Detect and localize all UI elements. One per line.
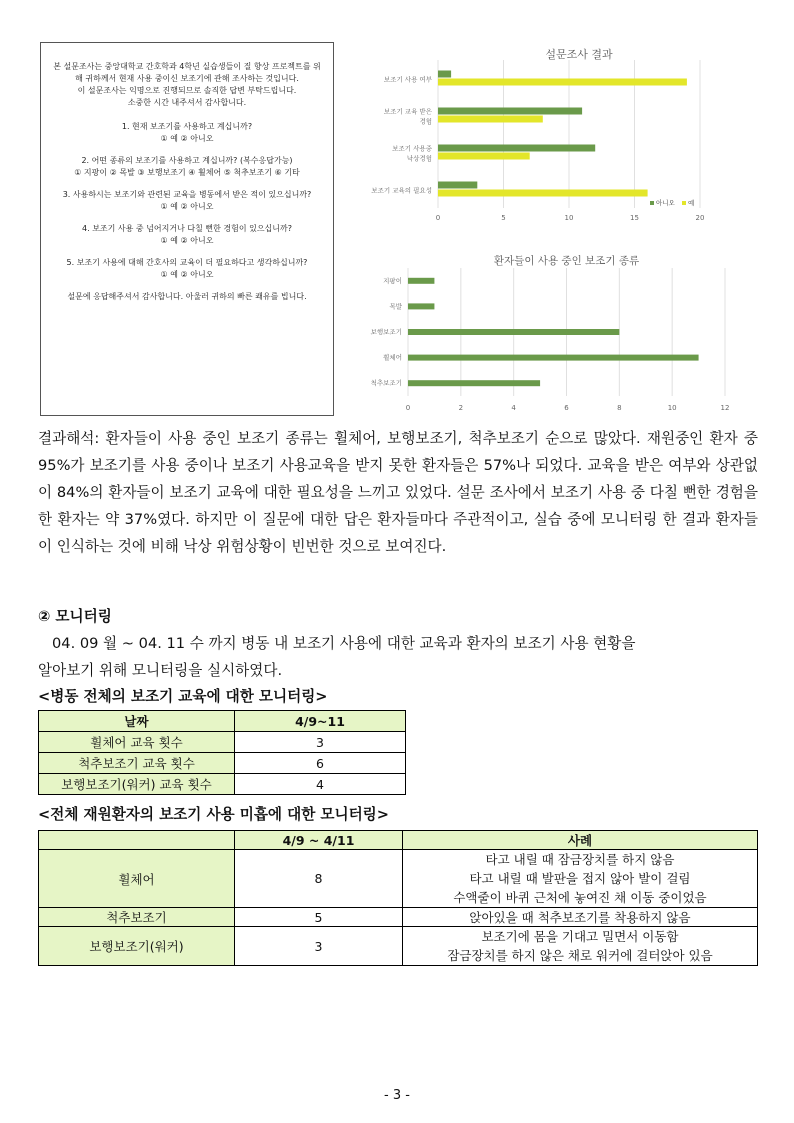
bar [438,182,477,189]
bar [408,329,619,335]
row-count: 3 [235,927,403,966]
survey-result-chart [350,40,730,235]
legend-swatch [682,201,686,205]
legend-swatch [650,201,654,205]
bar [408,303,434,309]
monitor-description-2: 알아보기 위해 모니터링을 실시하였다. [38,662,283,679]
tick-label: 20 [695,214,705,222]
table-row [39,774,406,795]
header-cases: 사례 [403,831,758,850]
category-label: 보조기 사용 여부 [383,75,432,84]
survey-question-4: 4. 보조기 사용 중 넘어지거나 다칠 뻔한 경험이 있으십니까? ① 예 ② 아니오 [82,224,292,245]
tick-label: 0 [435,214,441,222]
monitor-description-1: 04. 09 월 ~ 04. 11 수 까지 병동 내 보조기 사용에 대한 교육과 환자의 보조기 사용 현황을 [52,635,636,652]
category-label: 보행보조기 [370,328,402,336]
table-row [39,908,758,927]
bar [438,116,543,123]
legend-label: 예 [688,199,695,207]
tick-label: 15 [630,214,639,222]
tick-label: 0 [405,404,411,412]
device-type-chart-svg [350,252,730,417]
table-row [39,732,406,753]
table-header-row [39,711,406,732]
tick-label: 8 [617,404,622,412]
category-label: 보조기 교육 받은 [383,107,432,116]
table1-title: <병동 전체의 보조기 교육에 대한 모니터링> [38,688,328,705]
survey-closing: 설문에 응답해주셔서 감사합니다. 아울러 귀하의 빠른 쾌유를 빕니다. [67,292,307,301]
bar [438,145,595,152]
table-row [39,850,758,908]
category-label: 경험 [419,117,432,126]
bar [408,355,699,361]
survey-question-1: 1. 현재 보조기를 사용하고 계십니까? ① 예 ② 아니오 [121,122,253,143]
tick-label: 2 [458,404,464,412]
table-row [39,927,758,966]
page-number: - 3 - [384,1088,410,1103]
header-device [39,831,235,850]
bar [408,380,540,386]
row-count: 5 [235,908,403,927]
category-label: 지팡이 [383,276,402,285]
bar [438,79,687,86]
tick-label: 10 [667,404,677,412]
table-header-row [39,831,758,850]
category-label: 휠체어 [383,353,402,362]
row-label: 보행보조기(워커) [39,927,235,966]
legend-label: 아니오 [656,199,675,207]
tick-label: 6 [564,404,569,412]
header-date: 날짜 [39,711,235,732]
tick-label: 5 [501,214,506,222]
result-interpretation: 결과해석: 환자들이 사용 중인 보조기 종류는 휠체어, 보행보조기, 척추보조기 순으로 많았다. 재원중인 환자 중 95%가 보조기를 사용 중이나 보조기 사용교육을 받지 못한 환자들은 57%나 되었다. 교육을 받은 여부와 상관없이 84%의 환자들이 보조기 교육에 대한 필요성을 느끼고 있었다. 설문 조사에서 보조기 사용 중 다칠 뻔한 경험을 한 환자는 약 37%였다. 하지만 이 질문에 대한 답은 환자들마다 주관적이고, 실습 중에 모니터링 한 결과 환자들이 인식하는 것에 비해 낙상 위험상황이 빈번한 것으로 보여진다. [38,430,758,555]
survey-question-3: 3. 사용하시는 보조기와 관련된 교육을 병동에서 받은 적이 있으십니까? ① 예 ② 아니오 [62,190,312,211]
category-label: 보조기 교육의 필요성 [371,186,432,195]
row-count: 8 [235,850,403,908]
row-value: 6 [235,753,406,774]
education-table [38,710,406,795]
chart-title: 설문조사 결과 [545,48,613,61]
tick-label: 10 [564,214,574,222]
bar [408,278,434,284]
chart-title: 환자들이 사용 중인 보조기 종류 [493,255,640,267]
survey-intro: 본 설문조사는 중앙대학교 간호학과 4학년 실습생들이 질 향상 프로젝트를 위해 귀하께서 현재 사용 중이신 보조기에 관해 조사하는 것입니다. 이 설문조사는 익명으로 진행되므로 솔직한 답변 부탁드립니다. 소중한 시간 내주셔서 감사합니다. [53,62,321,107]
row-cases: 보조기에 몸을 기대고 밀면서 이동함 잠금장치를 하지 않은 채로 워커에 걸터앉아 있음 [403,927,758,966]
bar [438,108,582,115]
category-label: 보조기 사용중 [392,144,432,153]
row-label: 보행보조기(워커) 교육 횟수 [39,774,235,795]
row-cases: 앉아있을 때 척추보조기를 착용하지 않음 [403,908,758,927]
survey-form [40,42,334,416]
device-type-chart [350,252,730,417]
bar [438,190,648,197]
survey-result-chart-svg [350,40,730,235]
row-label: 척추보조기 교육 횟수 [39,753,235,774]
header-period: 4/9~11 [235,711,406,732]
bar [438,153,530,160]
header-period: 4/9 ~ 4/11 [235,831,403,850]
row-value: 4 [235,774,406,795]
row-cases: 타고 내릴 때 잠금장치를 하지 않음 타고 내릴 때 발판을 접지 않아 발이 걸림 수액줄이 바퀴 근처에 놓여진 채 이동 중이었음 [403,850,758,908]
tick-label: 12 [720,404,730,412]
row-label: 휠체어 [39,850,235,908]
category-label: 목발 [389,302,402,311]
row-label: 척추보조기 [39,908,235,927]
survey-question-2: 2. 어떤 종류의 보조기를 사용하고 계십니까? (복수응답가능) ① 지팡이 ② 목발 ③ 보행보조기 ④ 휠체어 ⑤ 척추보조기 ⑥ 기타 [74,156,300,177]
table2-title: <전체 재원환자의 보조기 사용 미흡에 대한 모니터링> [38,806,389,823]
category-label: 척추보조기 [370,379,402,388]
tick-label: 4 [511,404,516,412]
category-label: 낙상경험 [406,154,432,163]
table-row [39,753,406,774]
row-label: 휠체어 교육 횟수 [39,732,235,753]
misuse-table [38,830,758,966]
survey-question-5: 5. 보조기 사용에 대해 간호사의 교육이 더 필요하다고 생각하십니까? ① 예 ② 아니오 [66,258,308,279]
section-title: ② 모니터링 [38,608,112,625]
bar [438,71,451,78]
row-value: 3 [235,732,406,753]
